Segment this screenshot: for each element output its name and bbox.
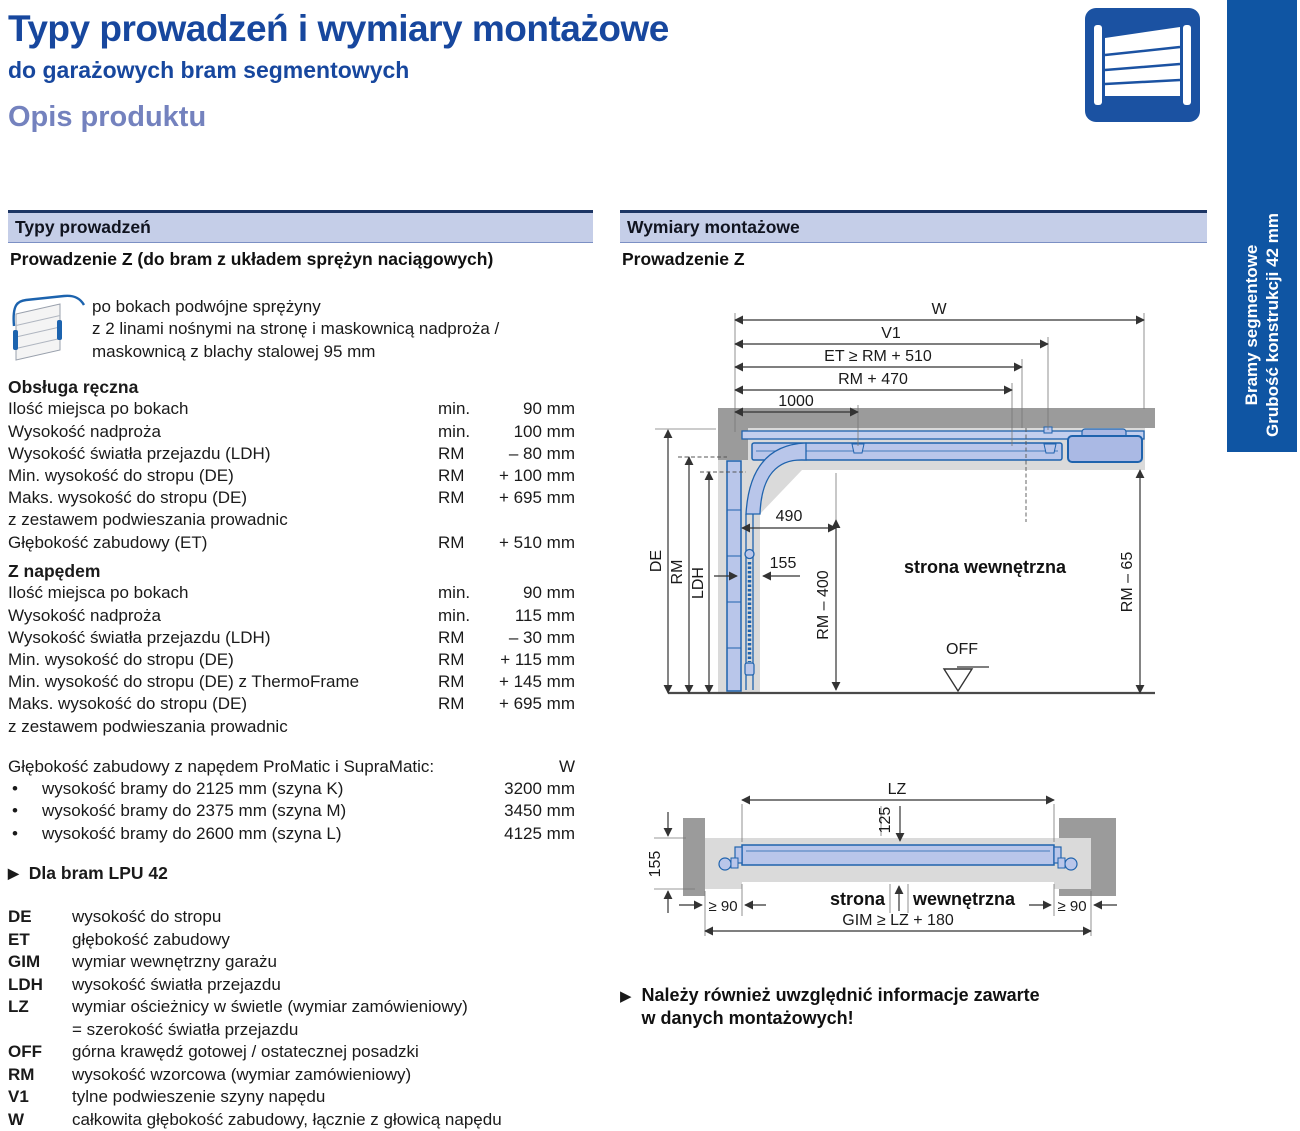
dim-ge90-right-label: ≥ 90	[1057, 898, 1086, 915]
powered-operation-title: Z napędem	[8, 561, 575, 583]
manual-operation-table	[8, 377, 575, 555]
powered-operation-table	[8, 561, 575, 739]
bullet-icon: •	[8, 801, 42, 823]
spec-row: Ilość miejsca po bokach min. 90 mm	[8, 399, 575, 421]
track-z-description	[92, 296, 499, 363]
pointer-icon: ▶	[620, 987, 632, 1030]
dim-de-label: DE	[648, 550, 665, 572]
dim-155-plan-label: 155	[647, 851, 664, 878]
spec-row: z zestawem podwieszania prowadnic	[8, 717, 575, 739]
side-tab-line2: Grubość konstrukcji 42 mm	[1262, 213, 1283, 437]
track-z-subheader: Prowadzenie Z (do bram z układem sprężyn naciągowych)	[10, 249, 493, 270]
ceiling-slab	[718, 408, 1155, 428]
legend-row: W całkowita głębokość zabudowy, łącznie z głowicą napędu	[8, 1109, 575, 1131]
note-line1: Należy również uwzględnić informacje zawarte	[642, 984, 1040, 1007]
spec-row: Wysokość nadproża min. 115 mm	[8, 606, 575, 628]
page-title: Typy prowadzeń i wymiary montażowe	[8, 8, 669, 50]
inside-label: strona wewnętrzna	[904, 557, 1067, 577]
roller-bracket	[1065, 858, 1077, 870]
left-wall	[683, 818, 705, 896]
spec-row: Wysokość światła przejazdu (LDH) RM – 30 mm	[8, 628, 575, 650]
side-tab-text	[1241, 213, 1283, 437]
spec-row: Wysokość światła przejazdu (LDH) RM – 80 mm	[8, 444, 575, 466]
floor-level-icon	[944, 669, 972, 691]
dim-490-label: 490	[776, 508, 803, 525]
spec-row: Maks. wysokość do stropu (DE) RM + 695 mm	[8, 488, 575, 510]
note-line2: w danych montażowych!	[642, 1007, 1040, 1030]
pointer-icon: ▶	[8, 865, 19, 884]
depth-item: • wysokość bramy do 2600 mm (szyna L) 4125 mm	[8, 824, 575, 846]
legend-row: OFF górna krawędź gotowej / ostatecznej posadzki	[8, 1041, 575, 1064]
operator-depth-list	[8, 757, 575, 846]
spec-row: Wysokość nadproża min. 100 mm	[8, 422, 575, 444]
inside-label-a: strona	[830, 889, 886, 909]
spec-row: Min. wysokość do stropu (DE) z ThermoFrame RM + 145 mm	[8, 672, 575, 694]
spec-row: z zestawem podwieszania prowadnic	[8, 510, 575, 532]
spec-row: Maks. wysokość do stropu (DE) RM + 695 mm	[8, 694, 575, 716]
legend-row: LDH wysokość światła przejazdu	[8, 974, 575, 997]
depth-header-row: Głębokość zabudowy z napędem ProMatic i SupraMatic: W	[8, 757, 575, 779]
for-doors-label: Dla bram LPU 42	[29, 863, 168, 884]
dim-lz-label: LZ	[888, 781, 907, 798]
legend-row: ET głębokość zabudowy	[8, 929, 575, 952]
legend-row: DE wysokość do stropu	[8, 906, 575, 929]
track-z-description-line1: po bokach podwójne sprężyny	[92, 296, 499, 318]
dim-et-label: ET ≥ RM + 510	[824, 348, 932, 365]
side-tab-line1: Bramy segmentowe	[1241, 213, 1262, 437]
track-z-description-line2: z 2 linami nośnymi na stronę i maskownicą nadproża /	[92, 318, 499, 340]
dim-gim-label: GIM ≥ LZ + 180	[842, 912, 954, 929]
dim-rm400-label: RM – 400	[815, 570, 832, 639]
depth-item: • wysokość bramy do 2125 mm (szyna K) 3200 mm	[8, 779, 575, 801]
depth-item: • wysokość bramy do 2375 mm (szyna M) 3450 mm	[8, 801, 575, 823]
dim-rm65-label: RM – 65	[1119, 552, 1136, 613]
legend-row: RM wysokość wzorcowa (wymiar zamówieniowy)	[8, 1064, 575, 1087]
dim-ldh-label: LDH	[690, 567, 707, 599]
side-tab	[1227, 0, 1297, 452]
dim-125-label: 125	[877, 807, 894, 834]
abbreviation-legend	[8, 906, 575, 1131]
dim-rm-label: RM	[669, 560, 686, 585]
off-label: OFF	[946, 641, 978, 658]
legend-row: GIM wymiar wewnętrzny garażu	[8, 951, 575, 974]
bullet-icon: •	[8, 779, 42, 801]
dim-w-label: W	[931, 301, 947, 318]
track-hanger	[1044, 444, 1056, 453]
section-title: Opis produktu	[8, 101, 206, 134]
legend-row: V1 tylne podwieszenie szyny napędu	[8, 1086, 575, 1109]
track-z-description-line3: maskownicą z blachy stalowej 95 mm	[92, 341, 499, 363]
legend-row: LZ wymiar ościeżnicy w świetle (wymiar zamówieniowy) = szerokość światła przejazdu	[8, 996, 575, 1041]
cable-drum	[745, 550, 754, 559]
spec-row: Ilość miejsca po bokach min. 90 mm	[8, 583, 575, 605]
section-header-mounting-dimensions: Wymiary montażowe	[620, 210, 1207, 243]
page-subtitle: do garażowych bram segmentowych	[8, 57, 409, 84]
dim-ge90-left-label: ≥ 90	[708, 898, 737, 915]
spec-row: Min. wysokość do stropu (DE) RM + 115 mm	[8, 650, 575, 672]
garage-door-icon	[1085, 8, 1200, 122]
door-panel	[742, 845, 1054, 865]
inside-label-b: wewnętrzna	[912, 889, 1016, 909]
side-section-diagram	[640, 295, 1200, 705]
roller-bracket	[719, 858, 731, 870]
mounting-z-subheader: Prowadzenie Z	[622, 249, 745, 270]
sectional-door-icon	[8, 292, 88, 366]
mounting-note	[620, 984, 1180, 1030]
operator-head	[1068, 436, 1142, 462]
dim-v1-label: V1	[881, 325, 901, 342]
dim-rm470-label: RM + 470	[838, 371, 908, 388]
section-header-track-types: Typy prowadzeń	[8, 210, 593, 243]
bullet-icon: •	[8, 824, 42, 846]
spec-row: Min. wysokość do stropu (DE) RM + 100 mm	[8, 466, 575, 488]
spec-row: Głębokość zabudowy (ET) RM + 510 mm	[8, 533, 575, 555]
dim-155-label: 155	[770, 555, 797, 572]
plan-section-diagram	[640, 755, 1200, 970]
dim-1000-label: 1000	[778, 393, 814, 410]
for-doors-line	[8, 863, 168, 884]
manual-operation-title: Obsługa ręczna	[8, 377, 575, 399]
